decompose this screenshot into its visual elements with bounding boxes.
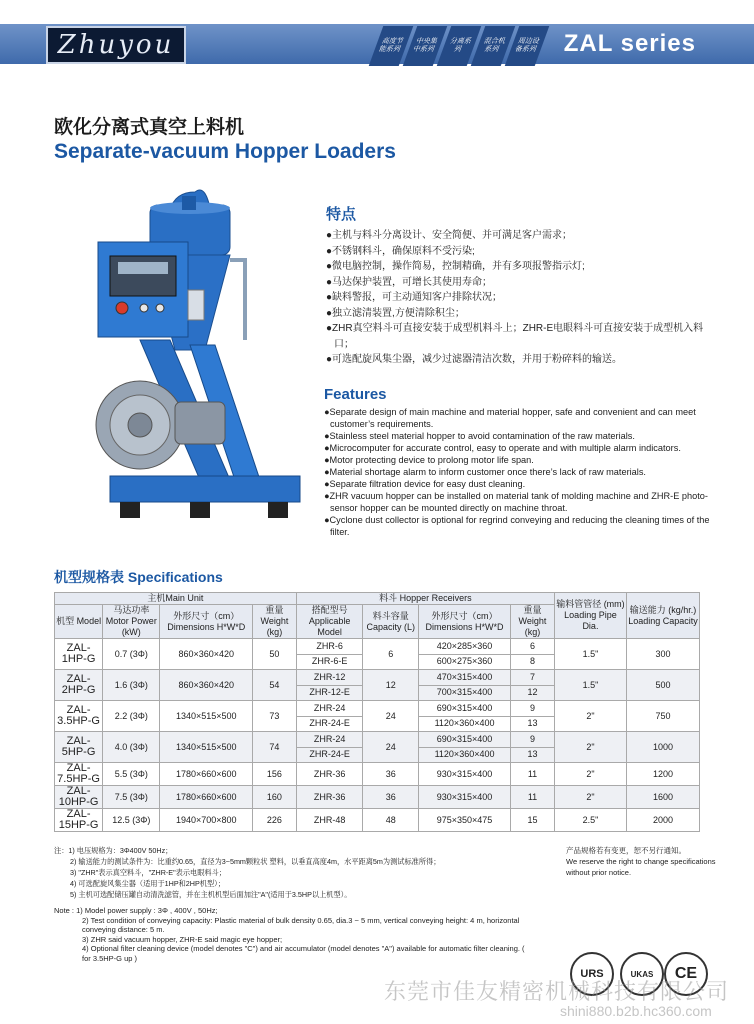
cell-hopper-weight: 13 [511, 716, 555, 732]
cell-capacity: 36 [363, 763, 419, 786]
ukas-cert-icon: UKAS [620, 952, 664, 996]
cell-hopper-model: ZHR-12 [296, 670, 363, 686]
note-line: Note : 1) Model power supply : 3Φ , 400V , 50Hz; [54, 906, 218, 915]
cell-loading-capacity: 2000 [627, 809, 700, 832]
cell-hopper-model: ZHR-6-E [296, 654, 363, 670]
list-item: ●ZHR真空料斗可直接安装于成型机料斗上；ZHR-E电眼料斗可直接安装于成型机入料口； [326, 323, 704, 350]
note-line: 2) 输送能力的测试条件为：比重约0.65，直径为3~5mm颗粒状 塑料，以垂直高度4m，水平距离5m为测试标准所得； [70, 857, 441, 866]
cell-hopper-model: ZHR-24 [296, 732, 363, 748]
cell-capacity: 24 [363, 732, 419, 763]
header-tab: 高度节能系列 [369, 26, 414, 66]
cell-weight: 73 [253, 701, 297, 732]
spec-heading: 机型规格表 Specifications [54, 569, 223, 585]
list-item: ●独立滤清装置,方便清除积尘； [326, 307, 465, 319]
cell-hopper-weight: 9 [511, 732, 555, 748]
list-item: ●Material shortage alarm to inform customer once there’s lack of raw materials. [324, 467, 646, 477]
cell-hopper-weight: 9 [511, 701, 555, 717]
note-line: 注：1) 电压规格为：3Φ400V 50Hz； [54, 846, 173, 855]
features-en-list [324, 406, 719, 538]
cell-hopper-model: ZHR-24-E [296, 716, 363, 732]
table-row [55, 809, 700, 832]
table-row [55, 639, 700, 655]
cell-model: ZAL-10HP-G [55, 786, 103, 809]
cell-model: ZAL-5HP-G [55, 732, 103, 763]
header-tab: 中央集中系列 [403, 26, 448, 66]
cell-weight: 74 [253, 732, 297, 763]
table-row [55, 732, 700, 748]
cell-pipe-dia: 2.5" [554, 809, 626, 832]
cell-pipe-dia: 2" [554, 701, 626, 732]
cell-capacity: 12 [363, 670, 419, 701]
cell-pipe-dia: 2" [554, 763, 626, 786]
cell-dimensions: 860×360×420 [160, 670, 253, 701]
urs-cert-icon: URS [570, 952, 614, 996]
note-line: 4) Optional filter cleaning device (model denotes "C") and air accumulator (model denotes "A") available for automatic filter cleaning. ( for 3.5HP-G up ) [82, 944, 525, 963]
cell-pipe-dia: 1.5" [554, 670, 626, 701]
cell-loading-capacity: 1000 [627, 732, 700, 763]
cell-hopper-dimensions: 1120×360×400 [418, 747, 510, 763]
cell-dimensions: 1940×700×800 [160, 809, 253, 832]
table-row [55, 763, 700, 786]
cell-hopper-weight: 11 [511, 763, 555, 786]
list-item: ●主机与料斗分离设计、安全简便、并可满足客户需求； [326, 230, 573, 241]
col-dim: 外形尺寸（cm） Dimensions H*W*D [160, 605, 253, 639]
table-row [55, 701, 700, 717]
note-line: 2) Test condition of conveying capacity: Plastic material of bulk density 0.65, dia.3 ~ 5 mm, vertical conveying height: 4 m, horizontal conveying distance: 5 m. [82, 915, 520, 934]
note-line: 3) "ZHR"表示真空料斗，"ZHR-E"表示电眼料斗； [70, 868, 226, 877]
cell-hopper-dimensions: 1120×360×400 [418, 716, 510, 732]
cell-weight: 50 [253, 639, 297, 670]
note-line: 3) ZHR said vacuum hopper, ZHR-E said magic eye hopper; [82, 934, 283, 944]
cell-hopper-dimensions: 690×315×400 [418, 701, 510, 717]
note-line: 4) 可选配旋风集尘器（适用于1HP和2HP机型）； [70, 879, 225, 888]
cell-hopper-weight: 11 [511, 786, 555, 809]
cell-hopper-weight: 15 [511, 809, 555, 832]
cell-model: ZAL-15HP-G [55, 809, 103, 832]
cell-loading-capacity: 750 [627, 701, 700, 732]
features-cn-list [326, 228, 716, 368]
cell-hopper-dimensions: 700×315×400 [418, 685, 510, 701]
cell-pipe-dia: 2" [554, 732, 626, 763]
cell-capacity: 48 [363, 809, 419, 832]
ce-mark-icon: CE [664, 952, 708, 996]
cell-hopper-model: ZHR-48 [296, 809, 363, 832]
cell-weight: 54 [253, 670, 297, 701]
cell-power: 4.0 (3Φ) [103, 732, 160, 763]
header-tabs [376, 26, 542, 66]
cell-power: 0.7 (3Φ) [103, 639, 160, 670]
col-power: 马达功率 Motor Power (kW) [103, 605, 160, 639]
cell-hopper-model: ZHR-24 [296, 701, 363, 717]
header-tab: 混合机系列 [471, 26, 516, 66]
cell-loading-capacity: 1600 [627, 786, 700, 809]
notes-en [54, 906, 534, 963]
list-item: ●ZHR vacuum hopper can be installed on material tank of molding machine and ZHR-E photo-sensor hopper can be mounted directly on machine throat. [324, 491, 708, 513]
list-item: ●Separate filtration device for easy dust cleaning. [324, 479, 526, 489]
spec-body [55, 639, 700, 832]
cell-hopper-dimensions: 930×315×400 [418, 763, 510, 786]
cell-hopper-dimensions: 975×350×475 [418, 809, 510, 832]
col-hopper-dim: 外形尺寸（cm） Dimensions H*W*D [418, 605, 510, 639]
watermark-url: shini880.b2b.hc360.com [560, 1003, 712, 1019]
cell-model: ZAL-2HP-G [55, 670, 103, 701]
watermark-company: 东莞市佳友精密机械科技有限公司 [384, 979, 730, 1004]
cell-model: ZAL-1HP-G [55, 639, 103, 670]
features-cn-heading: 特点 [326, 206, 357, 223]
cell-loading-capacity: 1200 [627, 763, 700, 786]
note-line: 产品规格若有变更，恕不另行通知。 [566, 846, 686, 855]
cell-dimensions: 1780×660×600 [160, 786, 253, 809]
spec-table [54, 592, 700, 832]
cell-model: ZAL-7.5HP-G [55, 763, 103, 786]
cell-power: 2.2 (3Φ) [103, 701, 160, 732]
cell-hopper-weight: 8 [511, 654, 555, 670]
cell-hopper-model: ZHR-24-E [296, 747, 363, 763]
list-item: ●马达保护装置，可增长其使用寿命； [326, 276, 493, 288]
col-capacity: 料斗容量 Capacity (L) [363, 605, 419, 639]
cell-model: ZAL-3.5HP-G [55, 701, 103, 732]
list-item: ●可选配旋风集尘器，减少过滤器清洁次数，并用于粉碎料的输送。 [326, 354, 623, 365]
list-item: ●不锈钢料斗，确保原料不受污染; [326, 245, 475, 257]
cell-loading-capacity: 300 [627, 639, 700, 670]
cell-dimensions: 1780×660×600 [160, 763, 253, 786]
cell-hopper-weight: 7 [511, 670, 555, 686]
series-label: ZAL series [563, 30, 696, 57]
table-row [55, 786, 700, 809]
cell-weight: 226 [253, 809, 297, 832]
header-tab: 周边设备系列 [505, 26, 550, 66]
list-item: ●Microcomputer for accurate control, easy to operate and with multiple alarm indicators. [324, 443, 681, 453]
cell-hopper-weight: 6 [511, 639, 555, 655]
cell-hopper-dimensions: 470×315×400 [418, 670, 510, 686]
cell-capacity: 24 [363, 701, 419, 732]
header-tab: 分离系列 [437, 26, 482, 66]
list-item: ●Cyclone dust collector is optional for regrind conveying and reducing the cleaning times of the filter. [324, 515, 710, 537]
list-item: ●Stainless steel material hopper to avoid contamination of the raw materials. [324, 431, 635, 441]
cell-hopper-dimensions: 930×315×400 [418, 786, 510, 809]
title-english: Separate-vacuum Hopper Loaders [54, 140, 396, 163]
cell-power: 12.5 (3Φ) [103, 809, 160, 832]
list-item: ●Motor protecting device to prolong motor life span. [324, 455, 534, 465]
note-line: 5) 主机可选配储压罐自动清洗滤管，并在主机机型后面加注"A"(适用于3.5HP以上机型）。 [70, 890, 352, 899]
col-hopper-model: 搭配型号 Applicable Model [296, 605, 363, 639]
cell-weight: 156 [253, 763, 297, 786]
cell-hopper-dimensions: 600×275×360 [418, 654, 510, 670]
table-row [55, 670, 700, 686]
col-loadcap: 输送能力 (kg/hr.) Loading Capacity [627, 593, 700, 639]
group-main-unit: 主机Main Unit [55, 593, 297, 605]
cell-hopper-weight: 12 [511, 685, 555, 701]
cell-pipe-dia: 1.5" [554, 639, 626, 670]
page-header [0, 0, 754, 72]
cell-hopper-model: ZHR-12-E [296, 685, 363, 701]
group-hopper: 料斗 Hopper Receivers [296, 593, 554, 605]
cell-hopper-model: ZHR-36 [296, 786, 363, 809]
cell-power: 7.5 (3Φ) [103, 786, 160, 809]
notes-cn [54, 845, 534, 900]
col-weight: 重量 Weight (kg) [253, 605, 297, 639]
col-pipe: 输料管管径 (mm) Loading Pipe Dia. [554, 593, 626, 639]
cell-hopper-model: ZHR-6 [296, 639, 363, 655]
list-item: ●微电脑控制，操作简易，控制精确，并有多项报警指示灯; [326, 261, 585, 272]
cell-power: 5.5 (3Φ) [103, 763, 160, 786]
brand-logo: Zhuyou [46, 26, 186, 64]
cell-capacity: 36 [363, 786, 419, 809]
list-item: ●Separate design of main machine and material hopper, safe and convenient and can meet customer’s requirements. [324, 407, 696, 429]
features-en-heading: Features [324, 386, 387, 403]
cell-power: 1.6 (3Φ) [103, 670, 160, 701]
cell-hopper-dimensions: 690×315×400 [418, 732, 510, 748]
machine-photo [80, 180, 320, 540]
col-hopper-weight: 重量 Weight (kg) [511, 605, 555, 639]
cell-loading-capacity: 500 [627, 670, 700, 701]
cell-dimensions: 860×360×420 [160, 639, 253, 670]
cell-dimensions: 1340×515×500 [160, 732, 253, 763]
note-line: We reserve the right to change specifications without prior notice. [566, 857, 716, 877]
cell-weight: 160 [253, 786, 297, 809]
title-chinese: 欧化分离式真空上料机 [54, 117, 245, 138]
list-item: ●缺料警报，可主动通知客户排除状况； [326, 292, 503, 303]
cell-pipe-dia: 2" [554, 786, 626, 809]
cell-capacity: 6 [363, 639, 419, 670]
cell-hopper-weight: 13 [511, 747, 555, 763]
cell-dimensions: 1340×515×500 [160, 701, 253, 732]
col-model: 机型 Model [55, 605, 103, 639]
notes-disclaimer [566, 845, 716, 878]
cell-hopper-dimensions: 420×285×360 [418, 639, 510, 655]
cell-hopper-model: ZHR-36 [296, 763, 363, 786]
